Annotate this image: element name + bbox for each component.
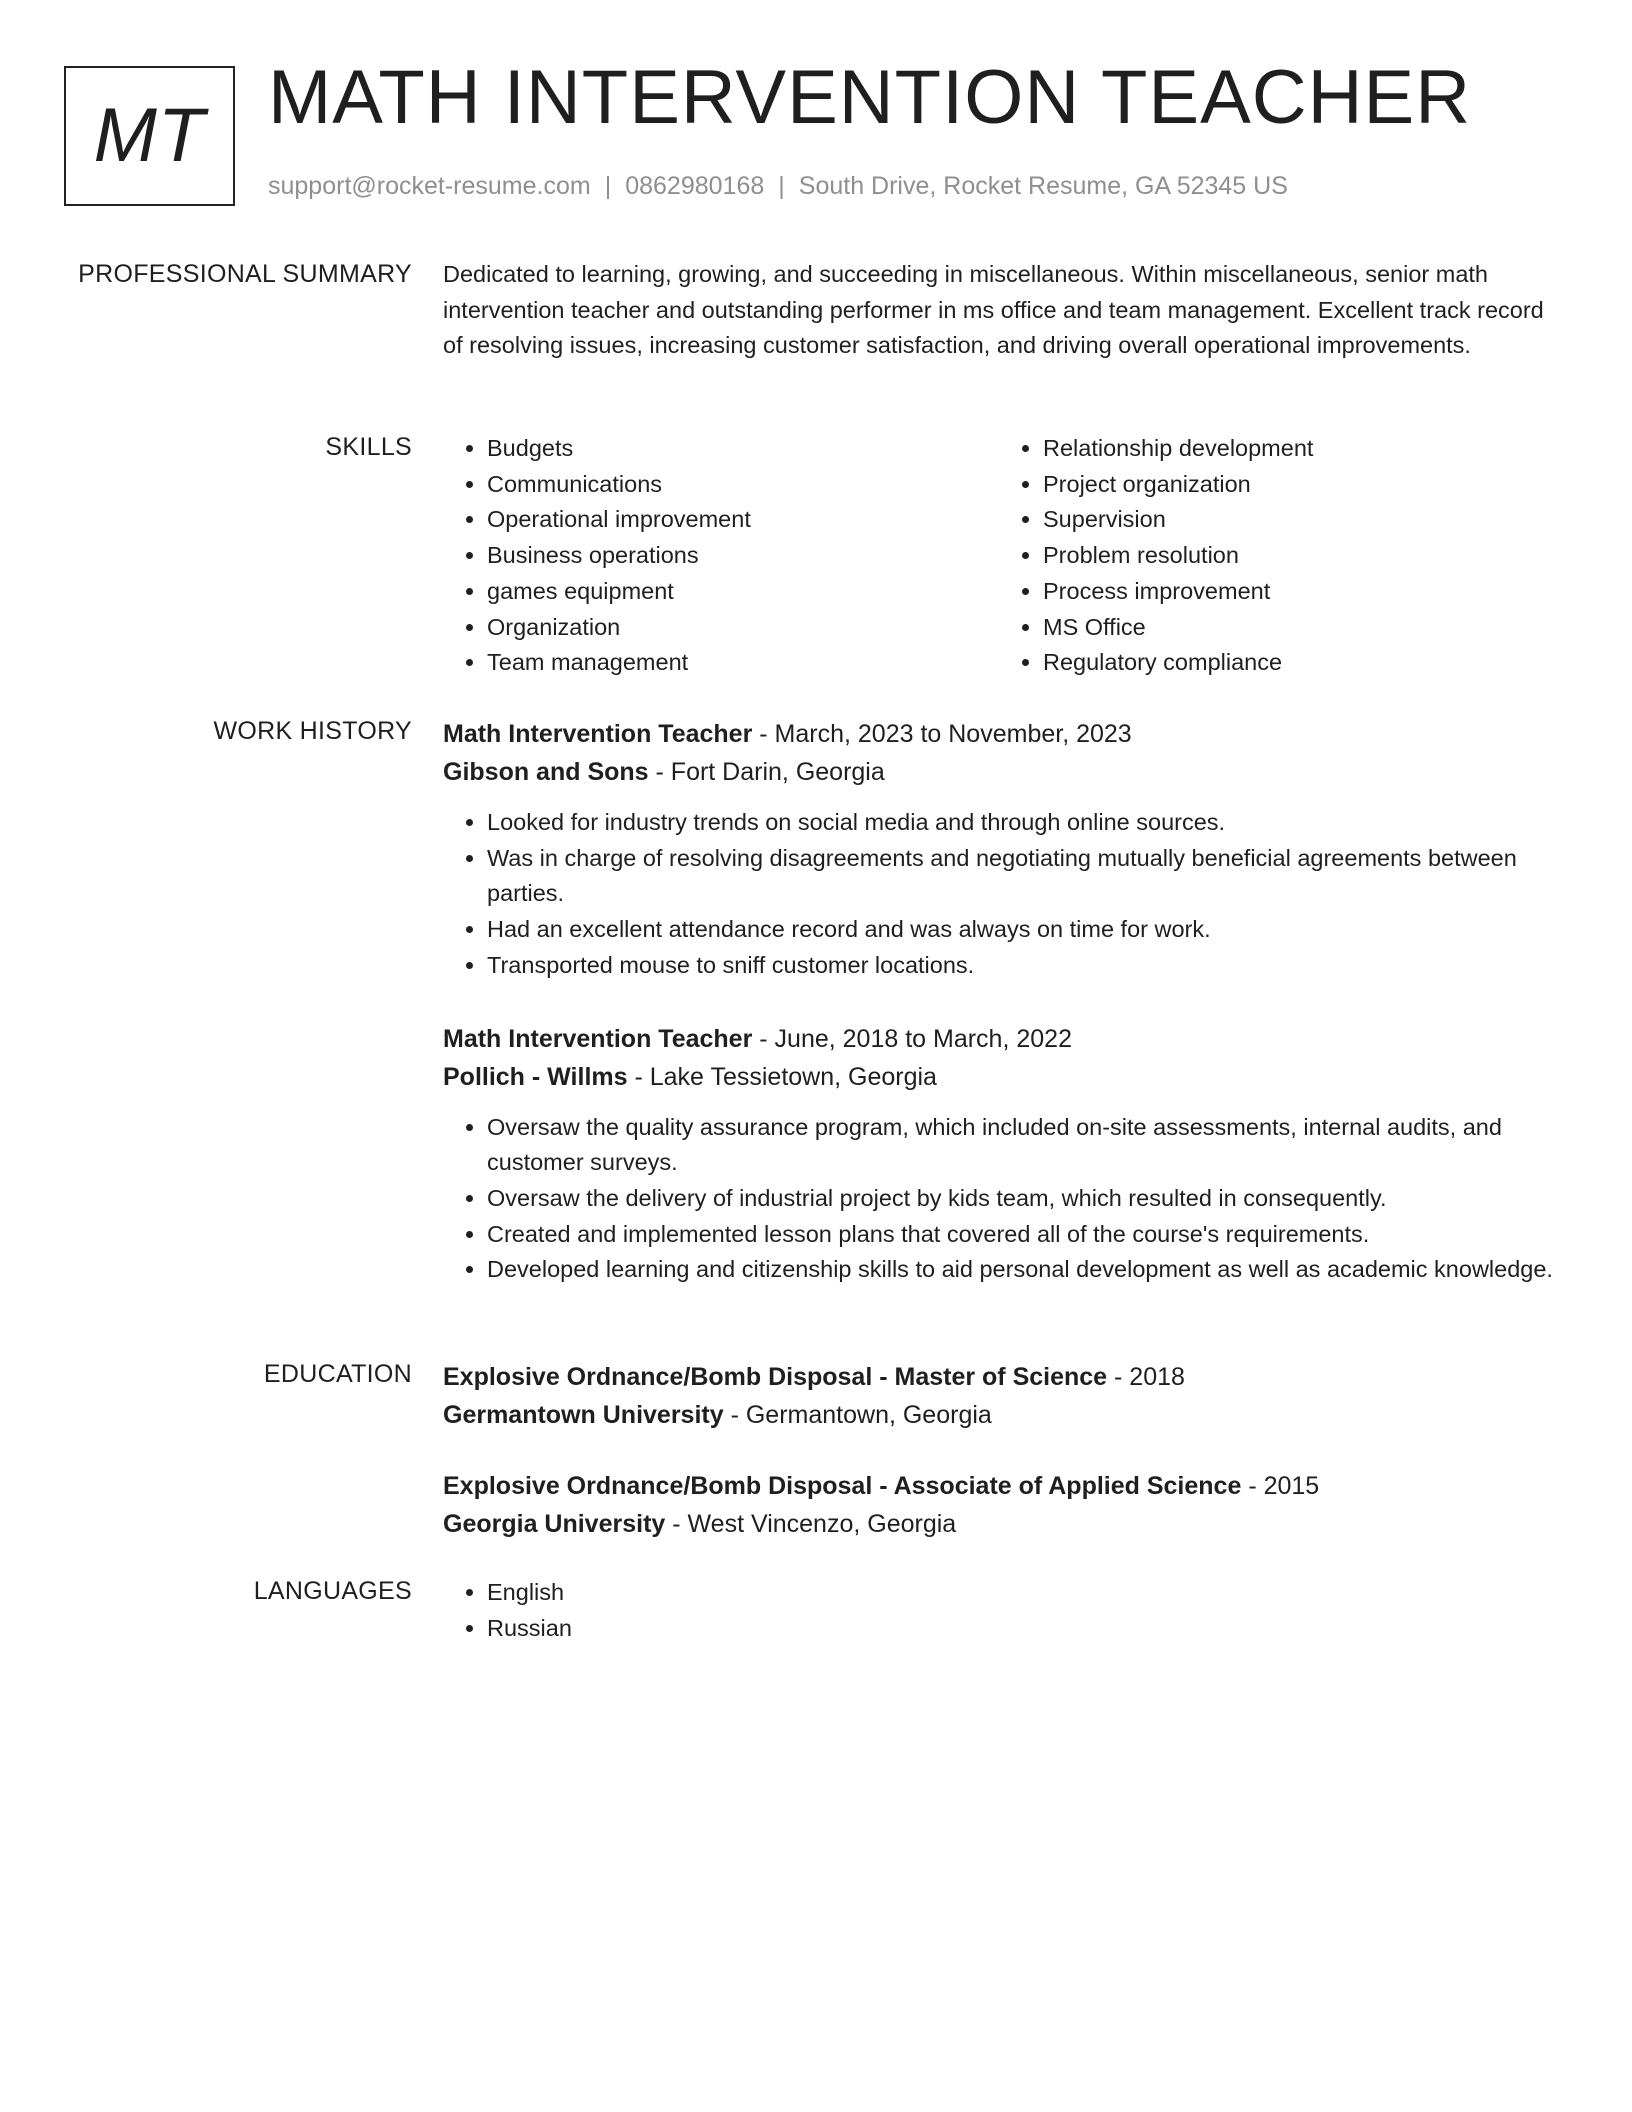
languages-heading: LANGUAGES [253, 1577, 412, 1605]
job-bullet: • Developed learning and citizenship skills to aid personal development as well as academic knowledge. [487, 1252, 1555, 1288]
job-dates: - March, 2023 to November, 2023 [752, 720, 1132, 748]
monogram-initials: MT [93, 93, 206, 178]
languages-list [443, 1575, 1555, 1646]
job-title: Math Intervention Teacher [443, 720, 753, 748]
skill-item: • MS Office [1043, 610, 1555, 646]
education-school-line [443, 1505, 1555, 1543]
summary-body [443, 257, 1555, 364]
skill-item: • Budgets [487, 431, 999, 467]
skills-list-left [443, 431, 999, 681]
contact-separator: | [778, 172, 785, 200]
skill-item: • Organization [487, 610, 999, 646]
education-body [443, 1358, 1555, 1576]
job-dates: - June, 2018 to March, 2022 [752, 1024, 1072, 1053]
education-entry [443, 1467, 1555, 1543]
job-company: Pollich - Willms [443, 1062, 628, 1091]
skill-item: • Project organization [1043, 467, 1555, 503]
skill-item: • Team management [487, 645, 999, 681]
language-item: • English [487, 1575, 1555, 1611]
education-degree: Explosive Ordnance/Bomb Disposal - Associate of Applied Science [443, 1472, 1242, 1500]
job-bullets [443, 805, 1555, 984]
job-bullets [443, 1110, 1555, 1289]
job-location: - Lake Tessietown, Georgia [627, 1062, 937, 1091]
contact-separator: | [604, 172, 612, 200]
skill-item: • Communications [487, 467, 999, 503]
skill-item: • Process improvement [1043, 574, 1555, 610]
skill-item: • Regulatory compliance [1043, 645, 1555, 681]
education-school: Germantown University [443, 1401, 724, 1429]
skill-item: • Business operations [487, 538, 999, 574]
skill-item: • games equipment [487, 574, 999, 610]
work-history-heading: WORK HISTORY [213, 717, 412, 745]
education-degree: Explosive Ordnance/Bomb Disposal - Master of Science [443, 1363, 1108, 1391]
job-entry [443, 1020, 1555, 1289]
job-bullet: • Oversaw the delivery of industrial project by kids team, which resulted in consequently. [487, 1181, 1555, 1217]
education-degree-line [443, 1358, 1555, 1396]
education-location: - West Vincenzo, Georgia [665, 1510, 957, 1538]
skill-item: • Problem resolution [1043, 538, 1555, 574]
summary-text: Dedicated to learning, growing, and succeeding in miscellaneous. Within miscellaneous, senior math intervention teacher and outstanding performer in ms office and team management. Excellent track record of resolving issues, increasing customer satisfaction, and driving overall operational improvements. [443, 261, 1544, 359]
job-title-line [443, 715, 1555, 753]
job-bullet: • Had an excellent attendance record and was always on time for work. [487, 912, 1555, 948]
language-item: • Russian [487, 1611, 1555, 1647]
resume-title: MATH INTERVENTION TEACHER [268, 55, 1472, 140]
education-year: - 2018 [1107, 1363, 1185, 1391]
work-history-body [443, 715, 1555, 1324]
job-company-line [443, 1058, 1555, 1096]
contact-email[interactable]: support@rocket-resume.com [268, 172, 591, 200]
education-location: - Germantown, Georgia [723, 1401, 992, 1429]
job-entry [443, 715, 1555, 984]
education-year: - 2015 [1241, 1472, 1320, 1500]
education-degree-line [443, 1467, 1555, 1505]
job-bullet: • Created and implemented lesson plans that covered all of the course's requirements. [487, 1217, 1555, 1253]
monogram-box [64, 66, 235, 206]
job-title-line [443, 1020, 1555, 1058]
job-company-line [443, 753, 1555, 791]
education-school-line [443, 1396, 1555, 1434]
contact-address: South Drive, Rocket Resume, GA 52345 US [798, 172, 1288, 200]
skill-item: • Supervision [1043, 502, 1555, 538]
job-company: Gibson and Sons [443, 758, 649, 786]
job-title: Math Intervention Teacher [443, 1024, 753, 1053]
skill-item: • Operational improvement [487, 502, 999, 538]
education-school: Georgia University [443, 1510, 666, 1538]
job-bullet: • Looked for industry trends on social media and through online sources. [487, 805, 1555, 841]
job-bullet: • Oversaw the quality assurance program, which included on-site assessments, internal audits, and customer surveys. [487, 1110, 1555, 1181]
languages-body [443, 1575, 1555, 1646]
job-location: - Fort Darin, Georgia [648, 758, 885, 786]
skills-body [443, 431, 1555, 681]
job-bullet: • Transported mouse to sniff customer locations. [487, 948, 1555, 984]
skills-list-right [999, 431, 1555, 681]
education-entry [443, 1358, 1555, 1434]
skill-item: • Relationship development [1043, 431, 1555, 467]
contact-phone[interactable]: 0862980168 [625, 172, 765, 200]
summary-heading: PROFESSIONAL SUMMARY [78, 260, 412, 288]
job-bullet: • Was in charge of resolving disagreements and negotiating mutually beneficial agreements between parties. [487, 841, 1555, 912]
education-heading: EDUCATION [263, 1360, 412, 1388]
skills-heading: SKILLS [325, 433, 412, 461]
contact-line [268, 172, 1288, 201]
